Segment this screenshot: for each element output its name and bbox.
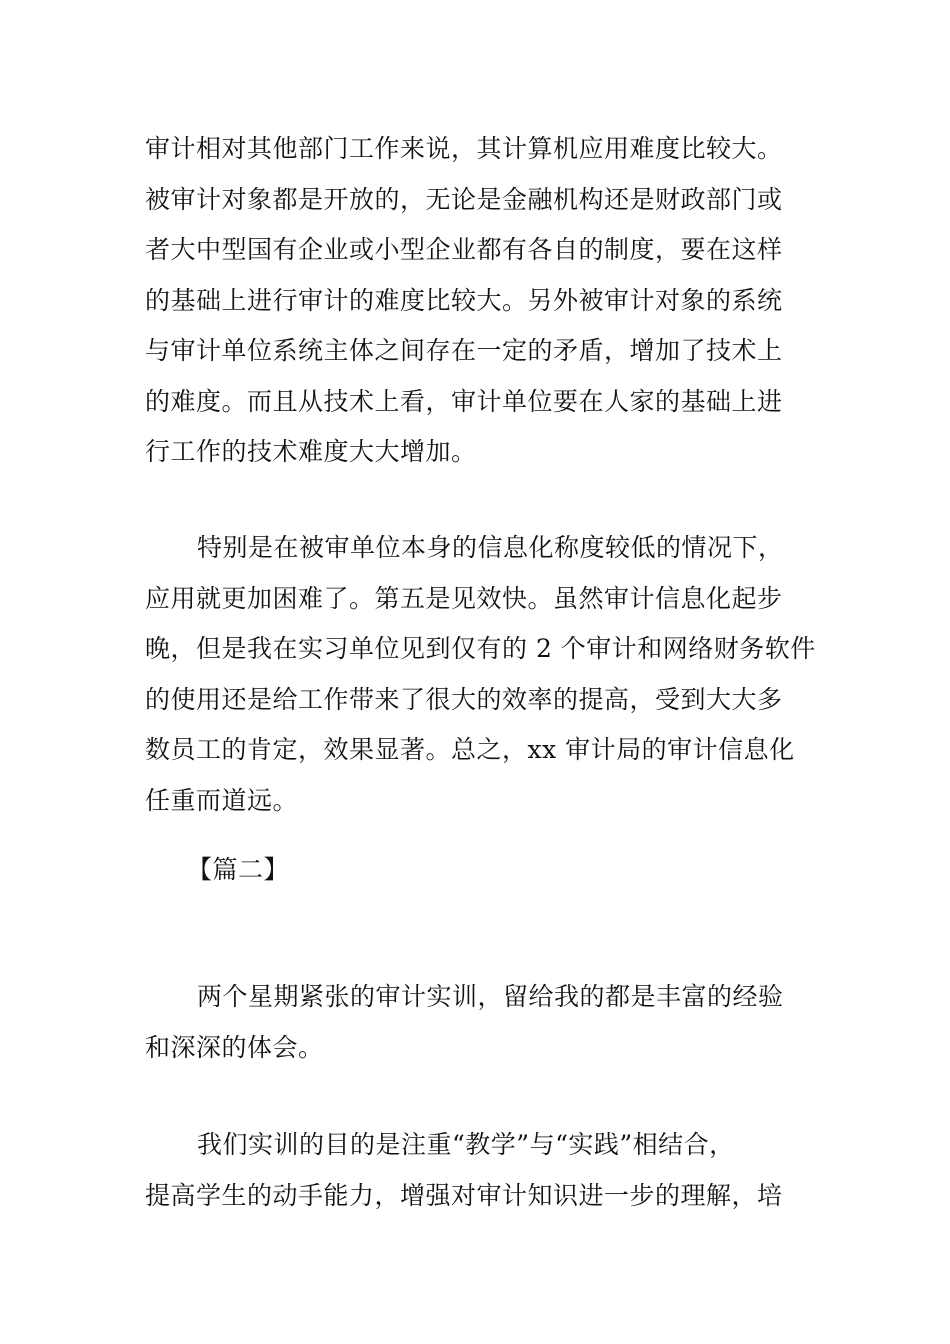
paragraph-2 bbox=[145, 523, 816, 826]
text-line: 应用就更加困难了。第五是见效快。虽然审计信息化起步 bbox=[145, 583, 783, 613]
text-line: 和深深的体会。 bbox=[145, 1032, 324, 1062]
text-line: 被审计对象都是开放的，无论是金融机构还是财政部门或 bbox=[145, 184, 783, 214]
text-line: 行工作的技术难度大大增加。 bbox=[145, 437, 477, 466]
section-heading bbox=[145, 845, 810, 896]
paragraph-4 bbox=[145, 1120, 810, 1221]
text-line: 提高学生的动手能力，增强对审计知识进一步的理解，培 bbox=[145, 1180, 783, 1210]
text-line: 特别是在被审单位本身的信息化称度较低的情况下， bbox=[197, 533, 784, 562]
text-line: 任重而道远。 bbox=[145, 785, 299, 815]
text-line: 的基础上进行审计的难度比较大。另外被审计对象的系统 bbox=[145, 285, 783, 315]
text-line: 的使用还是给工作带来了很大的效率的提高，受到大大多 bbox=[145, 684, 783, 714]
text-line: 审计相对其他部门工作来说，其计算机应用难度比较大。 bbox=[145, 134, 783, 163]
text-line: 数员工的肯定，效果显著。总之，xx 审计局的审计信息化 bbox=[145, 735, 795, 764]
text-line: 两个星期紧张的审计实训，留给我的都是丰富的经验 bbox=[197, 982, 784, 1011]
text-line: 与审计单位系统主体之间存在一定的矛盾，增加了技术上 bbox=[145, 336, 783, 365]
text-line: 者大中型国有企业或小型企业都有各自的制度，要在这样 bbox=[145, 235, 783, 264]
text-line: 的难度。而且从技术上看，审计单位要在人家的基础上进 bbox=[145, 386, 783, 416]
paragraph-1 bbox=[145, 124, 810, 478]
text-line: 我们实训的目的是注重“教学”与“实践”相结合， bbox=[197, 1130, 735, 1159]
text-line: 晚，但是我在实习单位见到仅有的 2 个审计和网络财务软件 bbox=[145, 634, 816, 663]
paragraph-3 bbox=[145, 972, 810, 1073]
heading-text: 【篇二】 bbox=[187, 855, 290, 884]
